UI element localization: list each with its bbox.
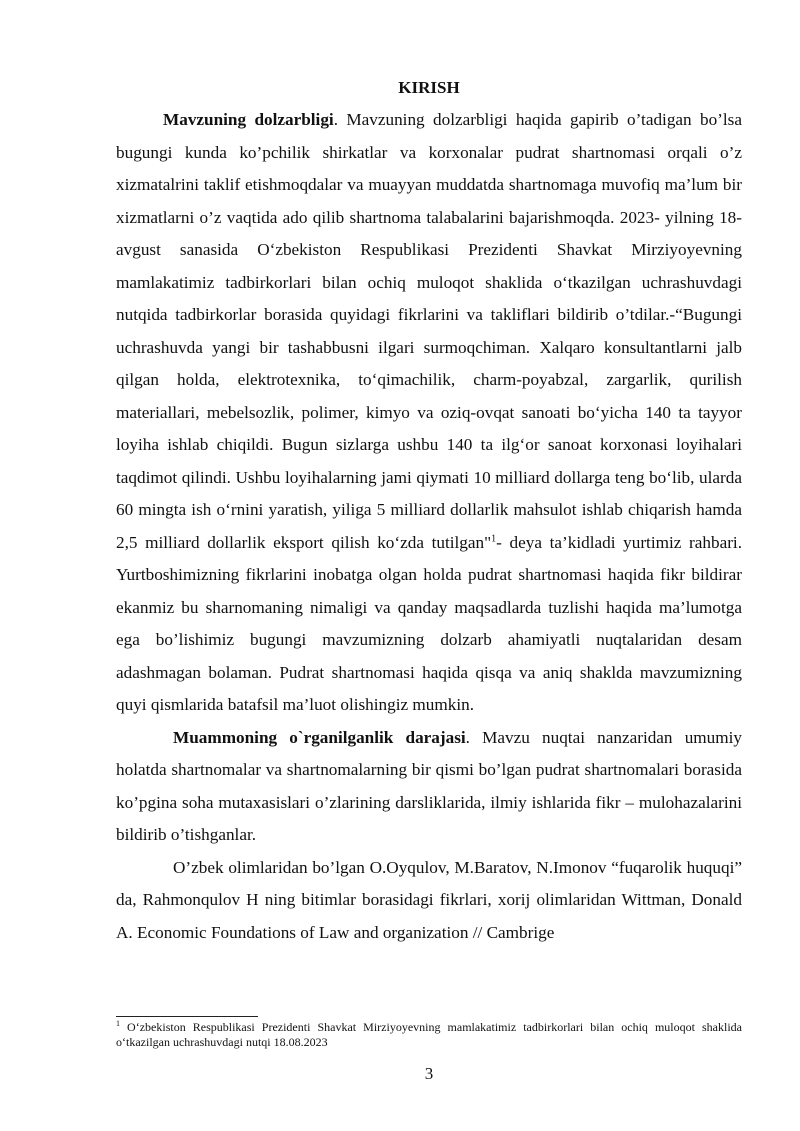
study-level-text: . Mavzu nuqtai nanzaridan umumiy holatda shartnomalar va shartnomalarning bir qismi bo’lgan pudrat shartnomalari borasida ko’pgina soha mutaxasislari o’zlarining darsliklarida, ilmiy ishlarida fikr – mulohazalarini bildirib o’tishganlar. [116,727,742,844]
footnote-reference[interactable]: 1 [491,532,497,544]
body-text [116,104,742,949]
study-level-heading: Muammoning o`rganilganlik darajasi [173,727,466,747]
footnote-number: 1 [116,1019,120,1028]
page-number: 3 [424,1064,434,1083]
scholars-text: O’zbek olimlaridan bo’lgan O.Oyqulov, M.Baratov, N.Imonov “fuqarolik huquqi” da, Rahmonqulov H ning bitimlar borasidagi fikrlari, xorij olimlaridan Wittman, Donald A. Economic Foundations of Law and organization // Cambrige [116,857,742,942]
paragraph-scholars [116,852,742,950]
section-title: KIRISH [398,78,460,97]
paragraph-relevance [116,104,742,722]
footnote [116,1020,742,1050]
paragraph-study-level [116,722,742,852]
relevance-heading: Mavzuning dolzarbligi [163,110,334,129]
footnote-divider [116,1016,258,1017]
document-page [116,0,742,1131]
relevance-text-a: . Mavzuning dolzarbligi haqida gapirib o’tadigan bo’lsa bugungi kunda ko’pchilik shirkatlar va korxonalar pudrat shartnomasi orqali o’z xizmatalrini taklif etishmoqdalar va muayyan muddatda shartnomaga muvofiq ma’lum bir xizmatlarni o’z vaqtida ado qilib shartnoma talabalarini bajarishmoqda. 2023- yilning 18-avgust sanasida O‘zbekiston Respublikasi Prezidenti Shavkat Mirziyoyevning mamlakatimiz tadbirkorlari bilan ochiq muloqot shaklida o‘tkazilgan uchrashuvdagi nutqida tadbirkorlar borasida quyidagi fikrlarini va takliflari bildirib o’tdilar.-“Bugungi uchrashuvda yangi bir tashabbusni ilgari surmoqchiman. Xalqaro konsultantlarni jalb qilgan holda, elektrotexnika, to‘qimachilik, charm-poyabzal, zargarlik, qurilish materiallari, mebelsozlik, polimer, kimyo va oziq-ovqat sanoati bo‘yicha 140 ta tayyor loyiha ishlab chiqildi. Bugun sizlarga ushbu 140 ta ilg‘or sanoat korxonasi loyihalari taqdimot qilindi. Ushbu loyihalarning jami qiymati 10 milliard dollarga teng bo‘lib, ularda 60 mingta ish o‘rnini yaratish, yiliga 5 milliard dollarlik mahsulot ishlab chiqarish hamda 2,5 milliard dollarlik eksport qilish ko‘zda tutilgan" [116,110,742,552]
footnote-text: O‘zbekiston Respublikasi Prezidenti Shavkat Mirziyoyevning mamlakatimiz tadbirkorlari bilan ochiq muloqot shaklida o‘tkazilgan uchrashuvdagi nutqi 18.08.2023 [116,1020,742,1049]
relevance-text-b: - deya ta’kidladi yurtimiz rahbari. Yurtboshimizning fikrlarini inobatga olgan holda pudrat shartnomasi haqida fikr bildirar ekanmiz bu sharnomaning nimaligi va qanday maqsadlarda tuzlishi haqida ma’lumotga ega bo’lishimiz bugungi mavzumizning dolzarb ahamiyatli nuqtalaridan desam adashmagan bolaman. Pudrat shartnomasi haqida qisqa va aniq shaklda mavzumizning quyi qismlarida batafsil ma’luot olishingiz mumkin. [116,532,742,714]
